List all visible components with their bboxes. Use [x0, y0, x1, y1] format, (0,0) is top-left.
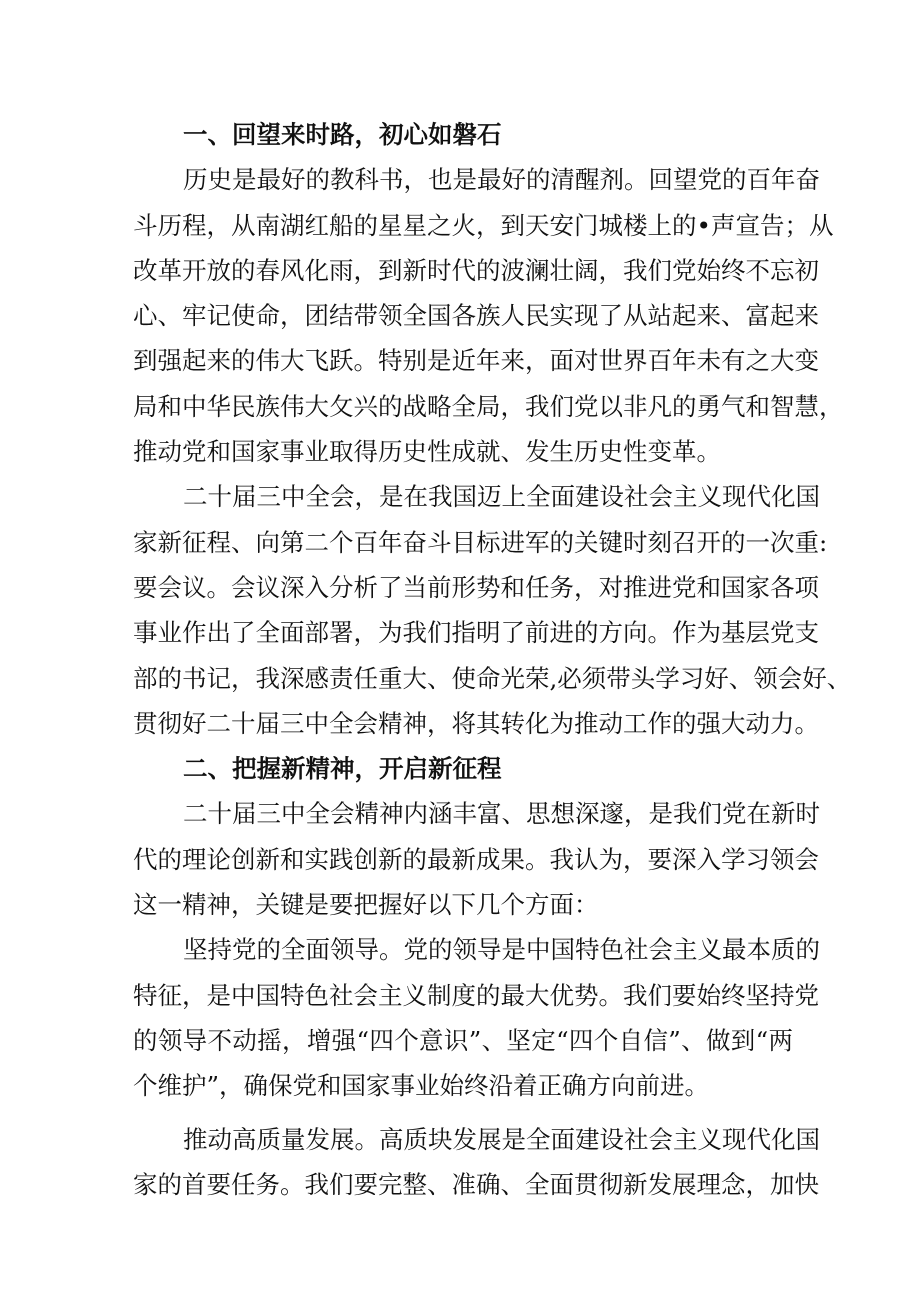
text-line: 改革开放的春风化雨，到新时代的波澜壮阔，我们党始终不忘初	[133, 255, 819, 285]
text-line: 局和中华民族伟大攵兴的战略全局，我们党以非凡的勇气和智慧，	[133, 391, 844, 421]
text-line: 二十届三中全会精神内涵丰富、思想深邃，是我们党在新时	[183, 799, 820, 829]
paragraph-spirit	[133, 791, 820, 927]
paragraph-development	[133, 1117, 820, 1208]
paragraph-plenum	[133, 474, 852, 746]
text-line: 代的理论创新和实践创新的最新成果。我认为，要深入学习领会	[133, 844, 819, 874]
paragraph-history	[133, 157, 844, 474]
text-line: 特征，是中国特色社会主义制度的最大优势。我们要始终坚持党	[133, 980, 819, 1010]
text-line: 坚持党的全面领导。党的领导是中国特色社会主义最本质的	[183, 935, 820, 965]
paragraph-leadership	[133, 927, 820, 1108]
text-line: 家新征程、向第二个百年奋斗目标进军的关键时刻召开的一次重:	[133, 527, 828, 557]
text-line: 心、牢记使命，团结带领全国各族人民实现了从站起来、富起来	[133, 301, 819, 331]
document-body	[133, 112, 852, 1207]
text-line: 斗历程，从南湖红船的星星之火，到天安门城楼上的•声宣告；从	[133, 210, 834, 240]
text-line: 家的首要任务。我们要完整、准确、全面贯彻新发展理念，加快	[133, 1169, 819, 1199]
section-heading-1: 一、回望来时路，初心如磐石	[183, 120, 502, 149]
text-line: 贯彻好二十届三中全会精神，将其转化为推动工作的强大动力。	[133, 708, 819, 738]
text-line: 到强起来的伟大飞跃。特别是近年来，面对世界百年未有之大变	[133, 346, 819, 376]
text-line: 推动高质量发展。高质块发展是全面建设社会主义现代化国	[183, 1124, 820, 1154]
text-line: 历史是最好的教科书，也是最好的清醒剂。回望党的百年奋	[183, 165, 820, 195]
text-line: 事业作出了全面部署，为我们指明了前进的方向。作为基层党支	[133, 618, 819, 648]
text-line: 二十届三中全会，是在我国迈上全面建设社会主义现代化国	[183, 482, 820, 512]
text-line: 这一精神，关键是要把握好以下几个方面：	[133, 890, 599, 920]
text-line: 个维护”，确保党和国家事业始终沿着正确方向前进。	[133, 1071, 710, 1101]
text-line: 推动党和国家事业取得历史性成就、发生历史性变革。	[133, 437, 721, 467]
text-line: 要会议。会议深入分析了当前形势和任务，对推进党和国家各项	[133, 572, 819, 602]
section-heading-2: 二、把握新精神，开启新征程	[183, 754, 502, 784]
text-line: 部的书记，我深感责任重大、使命光荣,必须带头学习好、领会好、	[133, 663, 852, 693]
text-line: 的领导不动摇，增强“四个意识”、坚定“四个自信”、做到“两	[133, 1025, 793, 1055]
